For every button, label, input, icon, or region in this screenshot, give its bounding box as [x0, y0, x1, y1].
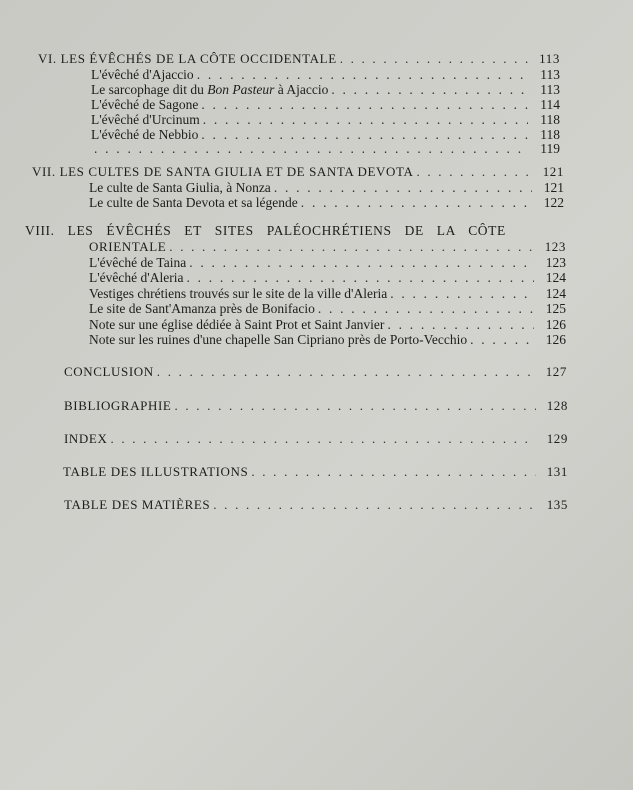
toc-bibliographie: BIBLIOGRAPHIE . . . 128 — [64, 398, 568, 413]
leader-dots — [174, 398, 536, 413]
leader-dots — [213, 497, 536, 512]
toc-heading-vii — [32, 164, 564, 179]
leader-dots — [189, 255, 534, 270]
leader-dots — [390, 286, 534, 301]
section-number: VIII. — [25, 223, 55, 238]
leader-dots — [470, 332, 534, 347]
toc-entry: L'évêché d'Urcinum . . . 118 — [91, 112, 560, 127]
toc-heading-viii-line2: ORIENTALE . . . 123 — [89, 239, 566, 254]
leader-dots — [417, 164, 533, 179]
leader-dots — [186, 270, 534, 285]
toc-entry: L'évêché de Sagone . . . 114 — [91, 97, 560, 112]
leader-dots — [157, 364, 535, 379]
section-title: LES ÉVÊCHÉS ET SITES PALÉOCHRÉTIENS DE LA CÔTE — [67, 223, 506, 238]
toc-entry: Note sur les ruines d'une chapelle San Cipriano près de Porto-Vecchio . . . 126 — [89, 332, 566, 347]
leader-dots — [201, 127, 528, 142]
page-number: 123 — [544, 239, 566, 254]
toc-entry: Le culte de Santa Devota et sa légende . . . 122 — [89, 195, 564, 210]
toc-heading-vi — [38, 51, 560, 66]
toc-entry: . . . 119 — [91, 141, 560, 156]
leader-dots — [331, 82, 528, 97]
leader-dots — [318, 301, 534, 316]
toc-entry: L'évêché d'Aleria . . . 124 — [89, 270, 566, 285]
toc-entry: Le site de Sant'Amanza près de Bonifacio . . . 125 — [89, 301, 566, 316]
toc-conclusion: CONCLUSION . . . 127 — [64, 364, 567, 379]
toc-table-des-illustrations: TABLE DES ILLUSTRATIONS . . . 131 — [63, 464, 568, 479]
section-title: LES CULTES DE SANTA GIULIA ET DE SANTA DEVOTA — [59, 164, 414, 179]
toc-table-des-matieres: TABLE DES MATIÈRES . . . 135 — [64, 497, 568, 512]
leader-dots — [340, 51, 528, 66]
leader-dots — [94, 141, 528, 156]
toc-entry: L'évêché d'Ajaccio . . . 113 — [91, 67, 560, 82]
toc-entry: L'évêché de Taina . . . 123 — [89, 255, 566, 270]
toc-entry: Le sarcophage dit du Bon Pasteur à Ajaccio . . . 113 — [91, 82, 560, 97]
leader-dots — [251, 464, 536, 479]
leader-dots — [387, 317, 534, 332]
toc-entry: Vestiges chrétiens trouvés sur le site de la ville d'Aleria . . . 124 — [89, 286, 566, 301]
toc-entry: L'évêché de Nebbio . . . 118 — [91, 127, 560, 142]
leader-dots — [197, 67, 528, 82]
toc-index: INDEX . . . 129 — [64, 431, 568, 446]
leader-dots — [201, 97, 528, 112]
toc-entry: Le culte de Santa Giulia, à Nonza . . . 121 — [89, 180, 564, 195]
section-number: VII. — [32, 164, 56, 179]
leader-dots — [301, 195, 532, 210]
toc-heading-viii-line1 — [25, 223, 565, 238]
leader-dots — [203, 112, 528, 127]
section-title: LES ÉVÊCHÉS DE LA CÔTE OCCIDENTALE — [60, 51, 337, 66]
toc-entry: Note sur une église dédiée à Saint Prot et Saint Janvier . . . 126 — [89, 317, 566, 332]
leader-dots — [169, 239, 534, 254]
section-number: VI. — [38, 51, 57, 66]
leader-dots — [110, 431, 536, 446]
leader-dots — [274, 180, 532, 195]
page-number: 113 — [539, 51, 560, 66]
page-number: 121 — [542, 164, 564, 179]
